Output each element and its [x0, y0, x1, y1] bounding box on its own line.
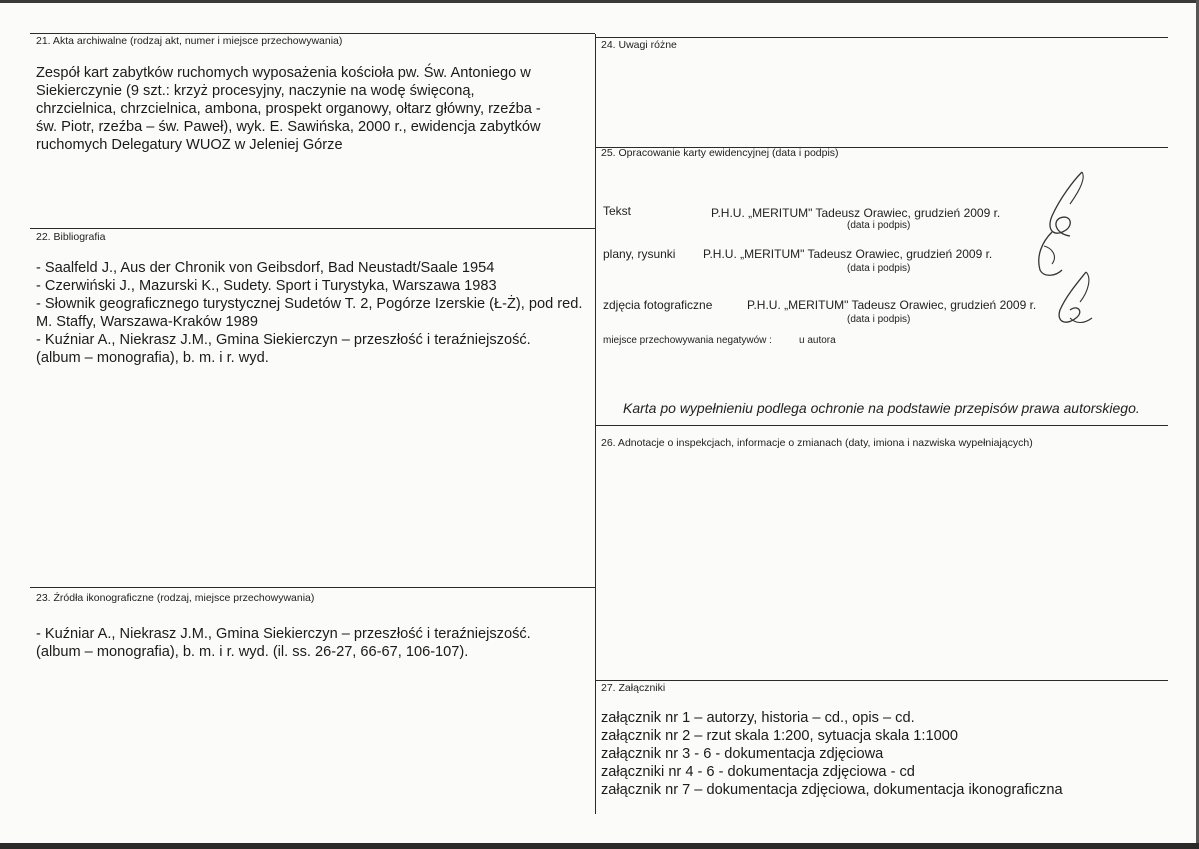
row-sub-text: (data i podpis)	[847, 220, 911, 231]
section-26-label: 26. Adnotacje o inspekcjach, informacje o zmianach (daty, imiona i nazwiska wypełniających)	[601, 437, 1033, 449]
bibliography-item: - Słownik geograficznego turystycznej Sudetów T. 2, Pogórze Izerskie (Ł-Ż), pod red.	[36, 296, 583, 312]
section-21-label: 21. Akta archiwalne (rodzaj akt, numer i miejsce przechowywania)	[36, 35, 343, 47]
scan-edge-bottom	[0, 843, 1199, 849]
row-name-plans: plany, rysunki	[603, 247, 676, 261]
negatives-label: miejsce przechowywania negatywów :	[603, 335, 772, 346]
row-name-photos: zdjęcia fotograficzne	[603, 298, 713, 312]
rule-27-top	[595, 680, 1168, 681]
row-name-text: Tekst	[603, 204, 632, 218]
rule-22-top	[30, 228, 595, 229]
attachment-item: załącznik nr 2 – rzut skala 1:200, sytuacja skala 1:1000	[601, 728, 958, 744]
bibliography-item: - Saalfeld J., Aus der Chronik von Geibsdorf, Bad Neustadt/Saale 1954	[36, 260, 495, 276]
iconography-item: - Kuźniar A., Niekrasz J.M., Gmina Siekierczyn – przeszłość i teraźniejszość.	[36, 626, 531, 642]
section-21-line: ruchomych Delegatury WUOZ w Jeleniej Górze	[36, 137, 343, 153]
signature-photos	[1040, 268, 1100, 338]
section-21-line: chrzcielnica, chrzcielnica, ambona, prospekt organowy, ołtarz główny, rzeźba -	[36, 101, 541, 117]
section-27-label: 27. Załączniki	[601, 682, 666, 694]
row-value-plans: P.H.U. „MERITUM" Tadeusz Orawiec, grudzień 2009 r.	[703, 247, 993, 261]
copyright-note: Karta po wypełnieniu podlega ochronie na podstawie przepisów prawa autorskiego.	[623, 400, 1140, 416]
rule-26-top	[595, 425, 1168, 426]
attachment-item: załącznik nr 7 – dokumentacja zdjęciowa, dokumentacja ikonograficzna	[601, 782, 1063, 798]
section-24-label: 24. Uwagi różne	[601, 39, 677, 51]
negatives-value: u autora	[799, 335, 836, 346]
section-22-label: 22. Bibliografia	[36, 231, 106, 243]
rule-21-top	[30, 33, 595, 34]
bibliography-item: (album – monografia), b. m. i r. wyd.	[36, 350, 269, 366]
iconography-item: (album – monografia), b. m. i r. wyd. (il. ss. 26-27, 66-67, 106-107).	[36, 644, 469, 660]
row-sub-photos: (data i podpis)	[847, 314, 911, 325]
row-value-text: P.H.U. „MERITUM" Tadeusz Orawiec, grudzień 2009 r.	[711, 206, 1001, 220]
row-value-photos: P.H.U. „MERITUM" Tadeusz Orawiec, grudzień 2009 r.	[747, 298, 1037, 312]
attachment-item: załącznik nr 1 – autorzy, historia – cd., opis – cd.	[601, 710, 915, 726]
rule-23-top	[30, 587, 595, 588]
column-divider	[595, 34, 596, 814]
section-21-line: Zespół kart zabytków ruchomych wyposażenia kościoła pw. Św. Antoniego w	[36, 65, 531, 81]
attachment-item: załącznik nr 3 - 6 - dokumentacja zdjęciowa	[601, 746, 884, 762]
section-21-line: Siekierczynie (9 szt.: krzyż procesyjny, naczynie na wodę święconą,	[36, 83, 475, 99]
bibliography-item: - Kuźniar A., Niekrasz J.M., Gmina Siekierczyn – przeszłość i teraźniejszość.	[36, 332, 531, 348]
section-21-line: św. Piotr, rzeźba – św. Paweł), wyk. E. Sawińska, 2000 r., ewidencja zabytków	[36, 119, 541, 135]
attachment-item: załączniki nr 4 - 6 - dokumentacja zdjęciowa - cd	[601, 764, 915, 780]
bibliography-item: - Czerwiński J., Mazurski K., Sudety. Sport i Turystyka, Warszawa 1983	[36, 278, 497, 294]
rule-24-top	[595, 37, 1168, 38]
scan-edge-top	[0, 0, 1199, 3]
row-sub-plans: (data i podpis)	[847, 263, 911, 274]
section-25-label: 25. Opracowanie karty ewidencyjnej (data i podpis)	[601, 147, 839, 159]
section-23-label: 23. Źródła ikonograficzne (rodzaj, miejsce przechowywania)	[36, 592, 315, 604]
bibliography-item: M. Staffy, Warszawa-Kraków 1989	[36, 314, 258, 330]
